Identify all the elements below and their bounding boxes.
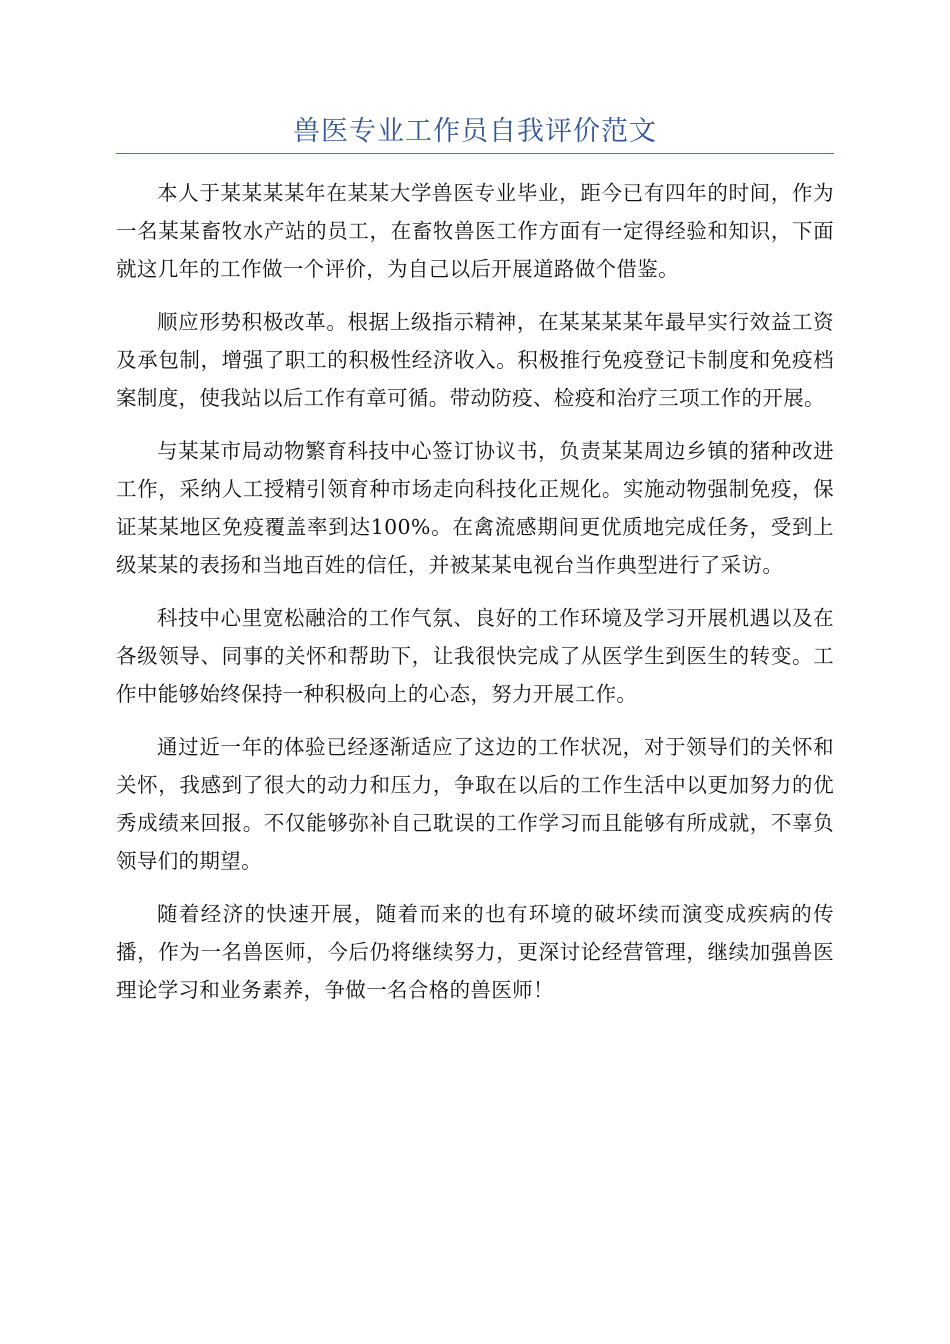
paragraph-2: 顺应形势积极改革。根据上级指示精神，在某某某某年最早实行效益工资及承包制，增强了职工的积极性经济收入。积极推行免疫登记卡制度和免疫档案制度，使我站以后工作有章可循。带动防疫、检疫和治疗三项工作的开展。 <box>116 310 834 410</box>
paragraph-5: 通过近一年的体验已经逐渐适应了这边的工作状况，对于领导们的关怀和关怀，我感到了很大的动力和压力，争取在以后的工作生活中以更加努力的优秀成绩来回报。不仅能够弥补自己耽误的工作学习而且能够有所成就，不辜负领导们的期望。 <box>116 735 834 873</box>
document-title: 兽医专业工作员自我评价范文 <box>293 116 657 147</box>
title-underline <box>116 153 834 154</box>
paragraph-4: 科技中心里宽松融洽的工作气氛、良好的工作环境及学习开展机遇以及在各级领导、同事的关怀和帮助下，让我很快完成了从医学生到医生的转变。工作中能够始终保持一种积极向上的心态，努力开展工作。 <box>116 606 834 706</box>
paragraph-3: 与某某市局动物繁育科技中心签订协议书，负责某某周边乡镇的猪种改进工作，采纳人工授精引领育种市场走向科技化正规化。实施动物强制免疫，保证某某地区免疫覆盖率到达100%。在禽流感期间更优质地完成任务，受到上级某某的表扬和当地百姓的信任，并被某某电视台当作典型进行了采访。 <box>116 439 834 577</box>
document-body <box>116 174 834 1024</box>
paragraph-1: 本人于某某某某年在某某大学兽医专业毕业，距今已有四年的时间，作为一名某某畜牧水产站的员工，在畜牧兽医工作方面有一定得经验和知识，下面就这几年的工作做一个评价，为自己以后开展道路做个借鉴。 <box>116 181 834 281</box>
paragraph-6: 随着经济的快速开展，随着而来的也有环境的破坏续而演变成疾病的传播，作为一名兽医师，今后仍将继续努力，更深讨论经营管理，继续加强兽医理论学习和业务素养，争做一名合格的兽医师！ <box>116 902 834 1002</box>
